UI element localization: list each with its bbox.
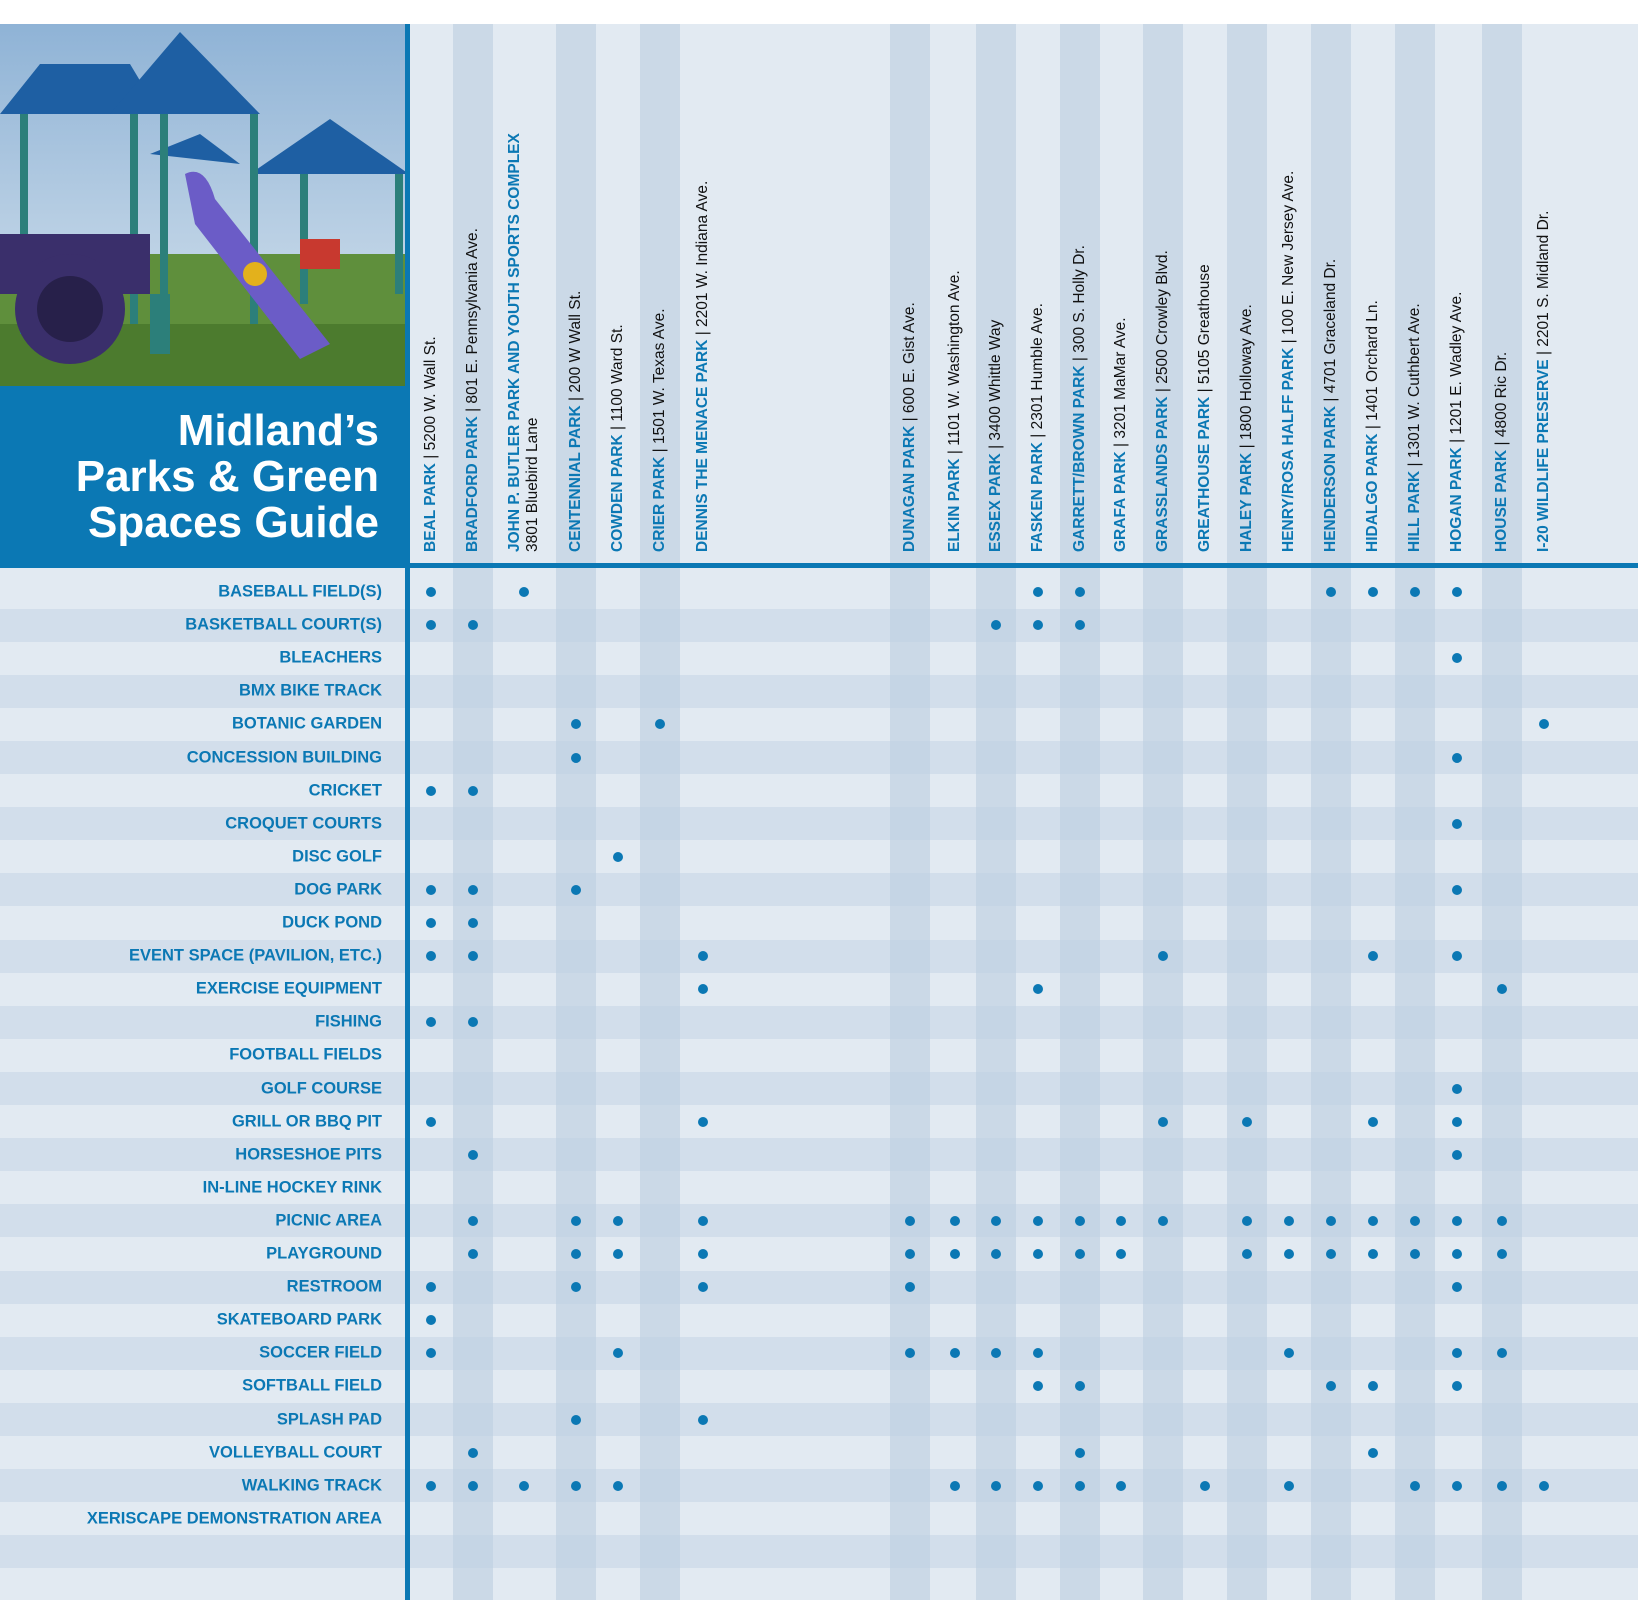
amenity-dot bbox=[991, 1216, 1001, 1226]
park-header-line bbox=[506, 133, 523, 552]
amenity-label: SOFTBALL FIELD bbox=[242, 1376, 382, 1395]
amenity-dot bbox=[698, 1249, 708, 1259]
amenity-dot bbox=[468, 1017, 478, 1027]
park-header bbox=[1406, 303, 1424, 552]
amenity-dot bbox=[1033, 984, 1043, 994]
park-address: | 1301 W. Cuthbert Ave. bbox=[1406, 303, 1423, 471]
amenity-dot bbox=[950, 1216, 960, 1226]
amenity-dot bbox=[613, 1481, 623, 1491]
amenity-dot bbox=[1242, 1249, 1252, 1259]
amenity-dot bbox=[905, 1348, 915, 1358]
park-name: GARRETT/BROWN PARK bbox=[1071, 365, 1088, 552]
park-header bbox=[987, 320, 1005, 552]
park-address: | 1800 Holloway Ave. bbox=[1238, 304, 1255, 453]
park-header bbox=[506, 133, 542, 552]
park-header-line bbox=[567, 291, 584, 552]
park-header-line bbox=[1406, 303, 1423, 552]
amenity-dot bbox=[468, 620, 478, 630]
amenity-dot bbox=[1452, 885, 1462, 895]
amenity-dot bbox=[1033, 1249, 1043, 1259]
amenity-dot bbox=[426, 587, 436, 597]
amenity-label: BASKETBALL COURT(S) bbox=[185, 615, 382, 634]
title-line-3: Spaces Guide bbox=[87, 498, 379, 547]
amenity-dot bbox=[698, 1216, 708, 1226]
amenity-label: GRILL OR BBQ PIT bbox=[231, 1112, 382, 1131]
amenity-dot bbox=[1326, 1249, 1336, 1259]
amenity-dot bbox=[1284, 1249, 1294, 1259]
amenity-dot bbox=[991, 1249, 1001, 1259]
amenity-dot bbox=[1452, 587, 1462, 597]
amenity-dot bbox=[1497, 1249, 1507, 1259]
amenity-dot bbox=[571, 1282, 581, 1292]
amenity-dot bbox=[468, 1481, 478, 1491]
park-name: HILL PARK bbox=[1406, 470, 1423, 552]
park-header bbox=[1112, 317, 1130, 552]
amenity-dot bbox=[1539, 1481, 1549, 1491]
park-address: | 1101 W. Washington Ave. bbox=[946, 270, 963, 459]
park-address: | 2301 Humble Ave. bbox=[1029, 303, 1046, 443]
park-header bbox=[609, 324, 627, 552]
park-header bbox=[1196, 264, 1214, 552]
amenity-dot bbox=[1368, 1381, 1378, 1391]
park-address: | 300 S. Holly Dr. bbox=[1071, 245, 1088, 366]
park-header bbox=[1154, 250, 1172, 552]
park-header-line bbox=[651, 308, 668, 552]
park-header-line bbox=[946, 270, 963, 552]
park-header-line bbox=[1322, 259, 1339, 552]
amenity-dot bbox=[1368, 1117, 1378, 1127]
park-header-line bbox=[1154, 250, 1171, 552]
amenity-label: BLEACHERS bbox=[279, 648, 382, 667]
park-header bbox=[1071, 245, 1089, 552]
park-address: | 2500 Crowley Blvd. bbox=[1154, 250, 1171, 397]
amenity-dot bbox=[1368, 587, 1378, 597]
amenity-dot bbox=[1242, 1216, 1252, 1226]
amenity-dot bbox=[468, 786, 478, 796]
amenity-label: DISC GOLF bbox=[292, 847, 382, 866]
park-header-line bbox=[422, 336, 439, 552]
park-header bbox=[422, 336, 440, 552]
amenity-dot bbox=[426, 620, 436, 630]
park-address: | 4701 Graceland Dr. bbox=[1322, 258, 1339, 406]
park-name: HALEY PARK bbox=[1238, 452, 1255, 552]
amenity-dot bbox=[1452, 753, 1462, 763]
amenity-dot bbox=[1539, 719, 1549, 729]
amenity-dot bbox=[1326, 587, 1336, 597]
amenity-dot bbox=[426, 885, 436, 895]
amenity-dot bbox=[991, 1481, 1001, 1491]
park-header bbox=[1238, 304, 1256, 552]
amenity-dot bbox=[571, 885, 581, 895]
amenity-dot bbox=[991, 620, 1001, 630]
amenity-dot bbox=[1033, 620, 1043, 630]
park-header bbox=[651, 308, 669, 552]
park-header bbox=[694, 181, 712, 552]
row-stripe bbox=[0, 1006, 1638, 1039]
amenity-dot bbox=[426, 1017, 436, 1027]
amenity-dot bbox=[1497, 1481, 1507, 1491]
park-header-line bbox=[694, 181, 711, 552]
amenity-dot bbox=[1452, 1216, 1462, 1226]
amenity-dot bbox=[698, 1117, 708, 1127]
park-header-line bbox=[1071, 245, 1088, 552]
amenity-dot bbox=[1368, 951, 1378, 961]
row-stripe bbox=[0, 1535, 1638, 1568]
park-header-line bbox=[1364, 300, 1381, 552]
amenity-dot bbox=[613, 1249, 623, 1259]
amenity-label: CONCESSION BUILDING bbox=[186, 748, 382, 766]
title-line-1: Midland’s bbox=[177, 406, 379, 455]
park-address: | 4800 Ric Dr. bbox=[1493, 351, 1510, 450]
row-stripe bbox=[0, 1337, 1638, 1370]
park-header-line bbox=[987, 320, 1004, 552]
amenity-dot bbox=[613, 1348, 623, 1358]
amenity-dot bbox=[468, 951, 478, 961]
park-address: | 600 E. Gist Ave. bbox=[901, 302, 918, 426]
park-name: CRIER PARK bbox=[651, 456, 668, 552]
park-header bbox=[1364, 300, 1382, 552]
park-name: ESSEX PARK bbox=[987, 453, 1004, 552]
amenity-dot bbox=[571, 753, 581, 763]
park-header-line bbox=[1196, 264, 1213, 552]
park-header bbox=[464, 228, 482, 552]
amenity-dot bbox=[468, 885, 478, 895]
park-address: | 200 W Wall St. bbox=[567, 290, 584, 406]
park-name: FASKEN PARK bbox=[1029, 442, 1046, 552]
park-name: BEAL PARK bbox=[422, 463, 439, 552]
amenity-dot bbox=[1116, 1249, 1126, 1259]
amenity-dot bbox=[1158, 1216, 1168, 1226]
amenity-dot bbox=[1033, 1216, 1043, 1226]
amenity-label: BOTANIC GARDEN bbox=[231, 714, 382, 733]
amenity-dot bbox=[698, 1282, 708, 1292]
amenity-dot bbox=[426, 951, 436, 961]
amenity-dot bbox=[1075, 1249, 1085, 1259]
park-address: | 1201 E. Wadley Ave. bbox=[1448, 291, 1465, 448]
amenity-label: DOG PARK bbox=[294, 880, 382, 899]
amenity-label: PLAYGROUND bbox=[266, 1244, 382, 1263]
amenity-dot bbox=[1116, 1216, 1126, 1226]
park-header bbox=[1322, 259, 1340, 552]
park-header bbox=[1280, 171, 1298, 552]
amenity-label: BASEBALL FIELD(S) bbox=[218, 582, 382, 601]
park-header-line bbox=[609, 324, 626, 552]
park-header-line bbox=[1493, 352, 1510, 552]
amenity-dot bbox=[950, 1481, 960, 1491]
amenity-dot bbox=[1075, 1448, 1085, 1458]
amenity-dot bbox=[905, 1249, 915, 1259]
park-name: HOGAN PARK bbox=[1448, 447, 1465, 552]
park-name: DUNAGAN PARK bbox=[901, 425, 918, 552]
amenity-label: EVENT SPACE (PAVILION, ETC.) bbox=[128, 946, 382, 965]
amenity-dot bbox=[571, 1216, 581, 1226]
amenity-dot bbox=[426, 1481, 436, 1491]
park-header-line bbox=[1448, 292, 1465, 552]
park-name: HOUSE PARK bbox=[1493, 449, 1510, 552]
park-header bbox=[1535, 211, 1553, 552]
park-name: GREATHOUSE PARK bbox=[1196, 396, 1213, 552]
amenity-dot bbox=[1158, 951, 1168, 961]
amenity-dot bbox=[1075, 1216, 1085, 1226]
amenity-label: CROQUET COURTS bbox=[225, 814, 382, 833]
amenity-dot bbox=[1452, 1348, 1462, 1358]
park-header bbox=[901, 302, 919, 552]
amenity-label: SKATEBOARD PARK bbox=[216, 1310, 382, 1329]
amenity-dot bbox=[1497, 984, 1507, 994]
amenity-dot bbox=[1075, 587, 1085, 597]
amenity-dot bbox=[1452, 819, 1462, 829]
amenity-label: EXERCISE EQUIPMENT bbox=[195, 979, 382, 998]
amenity-dot bbox=[698, 1415, 708, 1425]
amenity-dot bbox=[468, 1216, 478, 1226]
amenity-label: SOCCER FIELD bbox=[259, 1343, 382, 1362]
amenity-dot bbox=[1368, 1448, 1378, 1458]
park-name: I-20 WILDLIFE PRESERVE bbox=[1535, 359, 1552, 552]
amenity-dot bbox=[991, 1348, 1001, 1358]
amenity-dot bbox=[1368, 1216, 1378, 1226]
park-header-line bbox=[464, 228, 481, 552]
park-address: | 100 E. New Jersey Ave. bbox=[1280, 170, 1297, 348]
amenity-dot bbox=[468, 1150, 478, 1160]
amenity-dot bbox=[905, 1216, 915, 1226]
amenity-dot bbox=[1075, 1381, 1085, 1391]
park-name: HIDALGO PARK bbox=[1364, 433, 1381, 552]
amenity-dot bbox=[519, 1481, 529, 1491]
amenity-dot bbox=[571, 1249, 581, 1259]
amenity-label: CRICKET bbox=[308, 781, 382, 800]
title-block bbox=[0, 386, 409, 568]
amenity-label: PICNIC AREA bbox=[275, 1211, 382, 1230]
amenity-dot bbox=[1284, 1481, 1294, 1491]
amenity-dot bbox=[1410, 1481, 1420, 1491]
amenity-dot bbox=[426, 1117, 436, 1127]
amenity-label: DUCK POND bbox=[282, 913, 382, 932]
amenity-dot bbox=[468, 1448, 478, 1458]
amenity-dot bbox=[1452, 1084, 1462, 1094]
park-header bbox=[1493, 352, 1511, 552]
amenity-dot bbox=[1200, 1481, 1210, 1491]
amenity-label: FOOTBALL FIELDS bbox=[229, 1045, 382, 1064]
amenity-dot bbox=[1033, 587, 1043, 597]
row-stripe bbox=[0, 1271, 1638, 1304]
amenity-dot bbox=[1497, 1216, 1507, 1226]
park-address: | 2201 S. Midland Dr. bbox=[1535, 210, 1552, 360]
title-line-2: Parks & Green bbox=[75, 452, 379, 501]
row-stripe bbox=[0, 1072, 1638, 1105]
park-name: COWDEN PARK bbox=[609, 434, 626, 552]
park-header-line bbox=[1238, 304, 1255, 552]
amenity-dot bbox=[1410, 1249, 1420, 1259]
amenity-dot bbox=[1368, 1249, 1378, 1259]
amenity-dot bbox=[426, 1282, 436, 1292]
park-name: CENTENNIAL PARK bbox=[567, 405, 584, 552]
amenity-dot bbox=[571, 1481, 581, 1491]
amenity-dot bbox=[426, 1348, 436, 1358]
amenity-dot bbox=[1075, 620, 1085, 630]
park-header bbox=[1029, 303, 1047, 552]
amenity-dot bbox=[571, 719, 581, 729]
vertical-rule bbox=[405, 24, 410, 1600]
park-name: ELKIN PARK bbox=[946, 458, 963, 552]
amenity-dot bbox=[1452, 1117, 1462, 1127]
amenity-dot bbox=[1033, 1381, 1043, 1391]
amenity-dot bbox=[519, 587, 529, 597]
amenity-label: RESTROOM bbox=[286, 1277, 382, 1296]
amenity-label: VOLLEYBALL COURT bbox=[209, 1443, 382, 1462]
park-header bbox=[946, 270, 964, 552]
amenity-dot bbox=[1284, 1348, 1294, 1358]
park-address: | 1501 W. Texas Ave. bbox=[651, 308, 668, 457]
amenity-dot bbox=[1410, 1216, 1420, 1226]
park-name: DENNIS THE MENACE PARK bbox=[694, 339, 711, 552]
park-address: | 2201 W. Indiana Ave. bbox=[694, 180, 711, 340]
amenity-dot bbox=[1158, 1117, 1168, 1127]
amenity-dot bbox=[1452, 1249, 1462, 1259]
amenity-dot bbox=[1284, 1216, 1294, 1226]
amenity-dot bbox=[1497, 1348, 1507, 1358]
amenity-dot bbox=[613, 1216, 623, 1226]
park-header-line bbox=[1280, 171, 1297, 552]
park-header bbox=[1448, 292, 1466, 552]
park-name: HENDERSON PARK bbox=[1322, 405, 1339, 552]
amenity-dot bbox=[426, 786, 436, 796]
row-stripe bbox=[0, 1403, 1638, 1436]
park-address: | 3201 MaMar Ave. bbox=[1112, 317, 1129, 452]
amenity-dot bbox=[1242, 1117, 1252, 1127]
park-address: | 5105 Greathouse bbox=[1196, 264, 1213, 397]
amenity-label: SPLASH PAD bbox=[276, 1410, 382, 1428]
amenity-dot bbox=[1033, 1481, 1043, 1491]
playground-photo bbox=[0, 24, 409, 386]
amenity-dot bbox=[1033, 1348, 1043, 1358]
amenity-dot bbox=[1410, 587, 1420, 597]
amenity-dot bbox=[1452, 1381, 1462, 1391]
amenity-dot bbox=[613, 852, 623, 862]
amenity-dot bbox=[1326, 1216, 1336, 1226]
park-header bbox=[567, 291, 585, 552]
park-address: | 1401 Orchard Ln. bbox=[1364, 300, 1381, 434]
amenity-dot bbox=[1326, 1381, 1336, 1391]
park-header-line bbox=[1535, 211, 1552, 552]
park-header-line bbox=[901, 302, 918, 552]
park-address: | 801 E. Pennsylvania Ave. bbox=[464, 228, 481, 417]
amenity-label: XERISCAPE DEMONSTRATION AREA bbox=[86, 1509, 382, 1528]
amenity-dot bbox=[426, 918, 436, 928]
amenity-dot bbox=[1452, 951, 1462, 961]
amenity-dot bbox=[1452, 1150, 1462, 1160]
amenity-dot bbox=[1452, 1282, 1462, 1292]
park-name: GRAFA PARK bbox=[1112, 451, 1129, 552]
park-address: | 5200 W. Wall St. bbox=[422, 336, 439, 463]
amenity-label: FISHING bbox=[315, 1012, 382, 1031]
horizontal-rule bbox=[405, 563, 1638, 568]
amenity-dot bbox=[905, 1282, 915, 1292]
park-address: | 3400 Whittle Way bbox=[987, 319, 1004, 454]
amenity-dot bbox=[950, 1348, 960, 1358]
park-name: GRASSLANDS PARK bbox=[1154, 396, 1171, 552]
amenity-dot bbox=[1075, 1481, 1085, 1491]
amenity-dot bbox=[571, 1415, 581, 1425]
park-name: BRADFORD PARK bbox=[464, 416, 481, 552]
amenity-dot bbox=[1452, 653, 1462, 663]
park-name: JOHN P. BUTLER PARK AND YOUTH SPORTS COMPLEX bbox=[506, 133, 523, 552]
amenity-dot bbox=[468, 1249, 478, 1259]
amenity-dot bbox=[698, 984, 708, 994]
row-stripe bbox=[0, 1204, 1638, 1237]
amenity-label: BMX BIKE TRACK bbox=[239, 681, 382, 700]
park-header-line bbox=[1112, 317, 1129, 552]
amenity-dot bbox=[655, 719, 665, 729]
amenity-dot bbox=[698, 951, 708, 961]
amenity-label: GOLF COURSE bbox=[260, 1079, 382, 1097]
amenity-dot bbox=[1116, 1481, 1126, 1491]
park-name: HENRY/ROSA HALFF PARK bbox=[1280, 347, 1297, 552]
amenity-dot bbox=[426, 1315, 436, 1325]
amenity-dot bbox=[950, 1249, 960, 1259]
park-header-line bbox=[1029, 303, 1046, 552]
amenity-label: IN-LINE HOCKEY RINK bbox=[202, 1178, 382, 1197]
amenity-dot bbox=[1452, 1481, 1462, 1491]
row-stripe bbox=[0, 873, 1638, 906]
amenity-label: WALKING TRACK bbox=[241, 1476, 382, 1495]
park-address: 3801 Bluebird Lane bbox=[524, 417, 541, 552]
amenity-dot bbox=[468, 918, 478, 928]
park-address: | 1100 Ward St. bbox=[609, 324, 626, 435]
amenity-label: HORSESHOE PITS bbox=[235, 1145, 382, 1164]
